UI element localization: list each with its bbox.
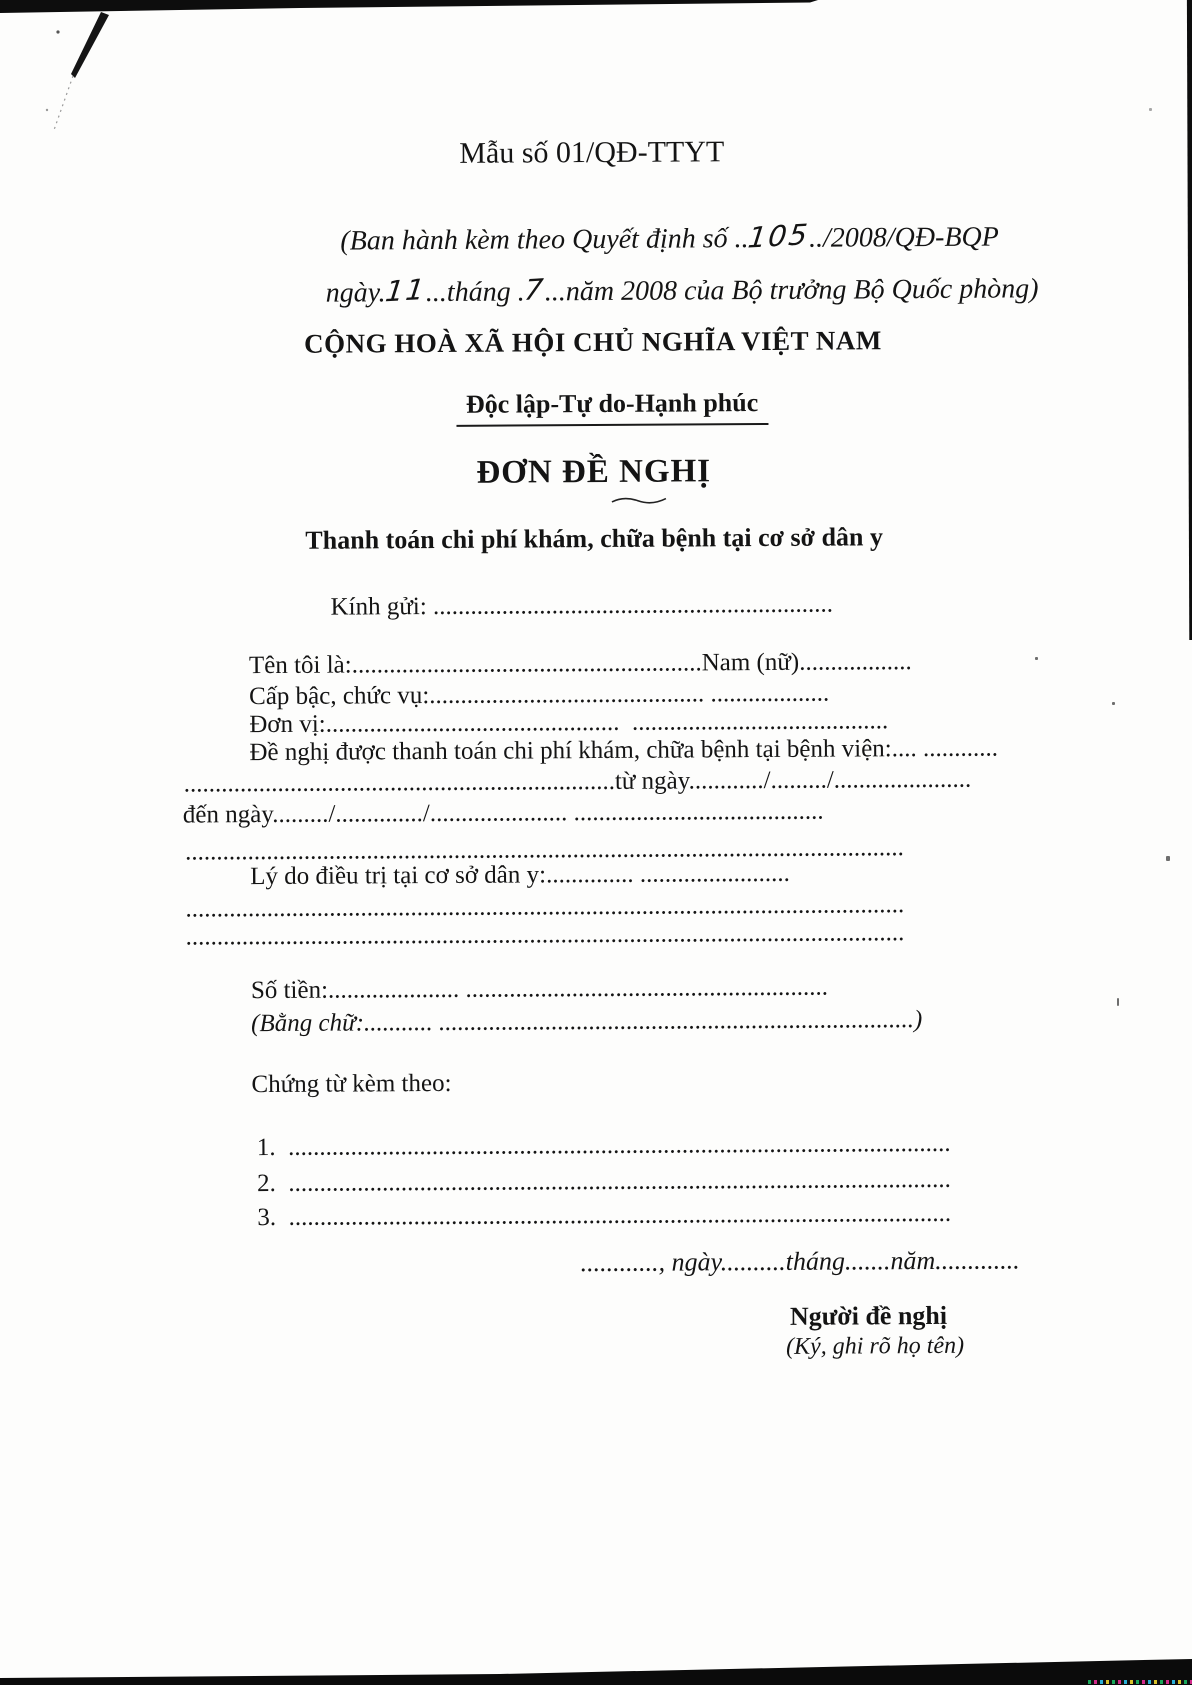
motto: Độc lập-Tự do-Hạnh phúc — [456, 388, 769, 427]
national-title: CỘNG HOÀ XÃ HỘI CHỦ NGHĨA VIỆT NAM — [303, 325, 882, 359]
handwritten-decision-number: 105 — [746, 217, 812, 255]
signer-title: Người đề nghị — [789, 1300, 948, 1331]
field-bang-chu: (Bằng chữ:........... ............................................................................) — [251, 1006, 923, 1038]
field-tu-ngay: .....................................................................từ ngày............/........./...................... — [183, 765, 972, 798]
issuance-line1-suffix: ../2008/QĐ-BQP — [808, 221, 999, 254]
chung-tu-label: Chứng từ kèm theo: — [251, 1069, 452, 1099]
field-kinh-gui: Kính gửi: ................................................................ — [330, 590, 834, 621]
form-code: Mẫu số 01/QĐ-TTYT — [459, 135, 725, 170]
motto-wrap — [0, 356, 1190, 458]
dotted-fill-line: ................................................................................................................... — [185, 891, 905, 923]
handwritten-day: 11 — [383, 272, 429, 309]
title-underline-squiggle — [610, 494, 670, 506]
signer-note: (Ký, ghi rõ họ tên) — [786, 1332, 965, 1360]
issuance-line2-p3: ...năm 2008 của Bộ trưởng Bộ Quốc phòng) — [544, 273, 1039, 308]
document-subtitle: Thanh toán chi phí khám, chữa bệnh tại cơ sở dân y — [305, 522, 884, 555]
attachment-line-3: 3. .......................................................................................................... — [257, 1199, 952, 1232]
handwritten-month: 7 — [522, 271, 547, 308]
dotted-fill-line: ................................................................................................................... — [185, 919, 905, 951]
field-den-ngay: đến ngày........./............../...................... ........................................ — [182, 797, 824, 829]
issuance-line1-prefix: (Ban hành kèm theo Quyết định số .. — [340, 223, 749, 257]
field-don-vi: Đơn vị:............................................... ......................................... — [249, 707, 889, 739]
signature-date-line: ............, ngày..........tháng.......năm............. — [580, 1245, 1020, 1278]
issuance-line2-p1: ngày. — [325, 277, 386, 309]
attachment-line-1: 1. .......................................................................................................... — [256, 1129, 951, 1162]
field-ly-do: Lý do điều trị tại cơ sở dân y:.............. ........................ — [250, 859, 790, 891]
issuance-line2-p2: ...tháng . — [425, 276, 525, 309]
field-ten-toi-nam-nu: Tên tôi là:........................................................Nam (nữ).................. — [248, 648, 912, 680]
attachment-line-2: 2. .......................................................................................................... — [257, 1165, 951, 1198]
document-title: ĐƠN ĐỀ NGHỊ — [476, 453, 712, 491]
field-de-nghi-benh-vien: Đề nghị được thanh toán chi phí khám, chữa bệnh tại bệnh viện:.... ............ — [249, 734, 999, 767]
dotted-fill-line: ................................................................................................................... — [184, 834, 904, 866]
field-cap-bac-chuc-vu: Cấp bậc, chức vụ:............................................ ................... — [249, 679, 830, 711]
field-so-tien: Số tiền:..................... .......................................................... — [250, 973, 829, 1005]
